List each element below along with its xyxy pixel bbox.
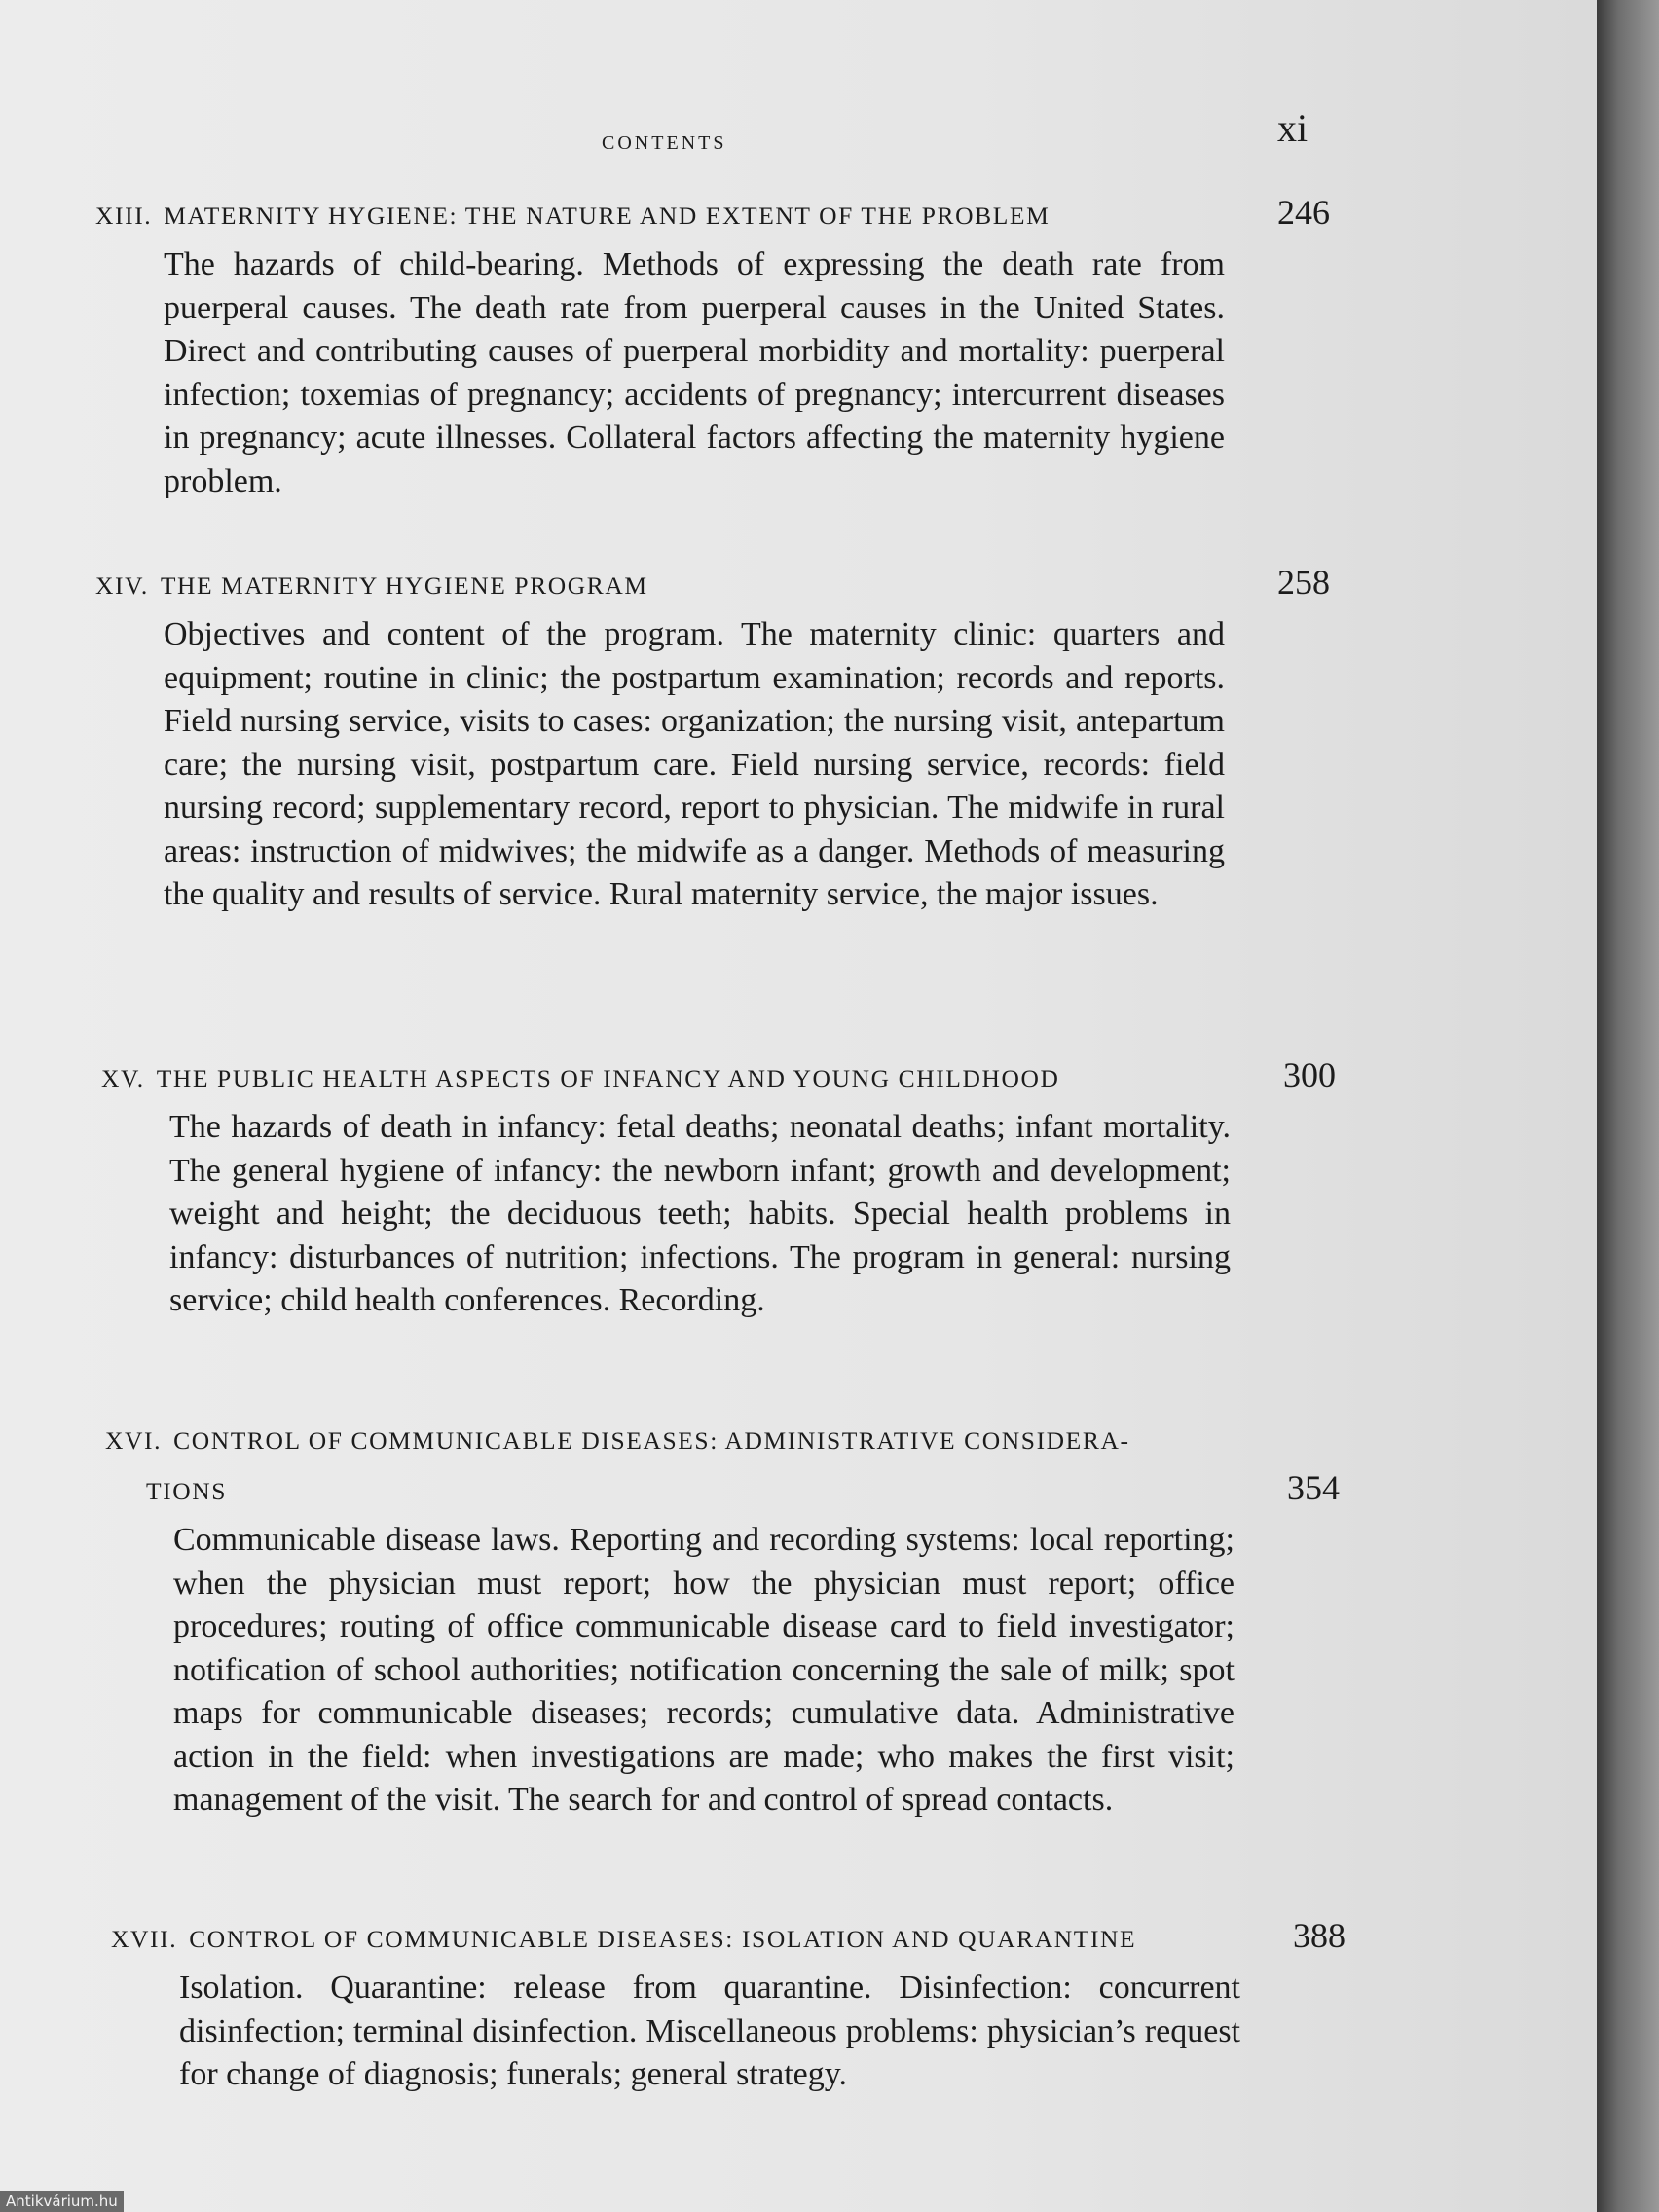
chapter-entry-13 bbox=[95, 191, 1330, 503]
page-numeral: xi bbox=[1277, 106, 1309, 150]
chapter-page-number: 300 bbox=[1283, 1055, 1336, 1094]
chapter-summary: The hazards of death in infancy: fetal deaths; neonatal deaths; infant mortality. The general hygiene of infancy: the newborn infant; growth and development; weight and height; the deciduous teeth; habits. Special health problems in infancy: disturbances of nutrition; infections. The program in general: nursing service; child health conferences. Recording. bbox=[169, 1109, 1231, 1318]
chapter-numeral: XVII. bbox=[111, 1925, 178, 1953]
chapter-heading bbox=[95, 191, 1330, 241]
chapter-numeral: XVI. bbox=[105, 1426, 163, 1455]
chapter-title: CONTROL OF COMMUNICABLE DISEASES: ADMINISTRATIVE CONSIDERA- bbox=[173, 1426, 1130, 1455]
chapter-summary: Communicable disease laws. Reporting and recording systems: local reporting; when the physician must report; how the physician must report; office procedures; routing of office communicable disease card to field investigator; notification of school authorities; notification concerning the sale of milk; spot maps for communicable diseases; records; cumulative data. Administrative action in the field: when investigations are made; who makes the first visit; management of the visit. The search for and control of spread contacts. bbox=[173, 1522, 1235, 1818]
chapter-summary: Isolation. Quarantine: release from quarantine. Disinfection: concurrent disinfection; terminal disinfection. Miscellaneous problems: physician’s request for change of diagnosis; funerals; general strategy. bbox=[179, 1970, 1240, 2092]
chapter-numeral: XV. bbox=[101, 1064, 145, 1092]
chapter-summary: The hazards of child-bearing. Methods of expressing the death rate from puerperal causes. The death rate from puerperal causes in the United States. Direct and contributing causes of puerperal morbidity and mortality: puerperal infection; toxemias of pregnancy; accidents of pregnancy; intercurrent diseases in pregnancy; acute illnesses. Collateral factors affecting the maternity hygiene problem. bbox=[164, 246, 1225, 499]
chapter-heading bbox=[105, 1416, 1340, 1517]
chapter-entry-14 bbox=[95, 561, 1330, 917]
chapter-heading bbox=[101, 1053, 1336, 1104]
chapter-numeral: XIII. bbox=[95, 202, 153, 230]
source-watermark: Antikvárium.hu bbox=[0, 2191, 124, 2212]
chapter-title: THE PUBLIC HEALTH ASPECTS OF INFANCY AND YOUNG CHILDHOOD bbox=[156, 1064, 1060, 1092]
chapter-title: MATERNITY HYGIENE: THE NATURE AND EXTENT OF THE PROBLEM bbox=[164, 202, 1051, 230]
chapter-entry-16 bbox=[105, 1416, 1340, 1823]
chapter-page-number: 388 bbox=[1293, 1916, 1346, 1955]
chapter-summary: Objectives and content of the program. The maternity clinic: quarters and equipment; routine in clinic; the postpartum examination; records and reports. Field nursing service, visits to cases: organization; the nursing visit, antepartum care; the nursing visit, postpartum care. Field nursing service, records: field nursing record; supplementary record, report to physician. The midwife in rural areas: instruction of midwives; the midwife as a danger. Methods of measuring the quality and results of service. Rural maternity service, the major issues. bbox=[164, 616, 1225, 912]
chapter-heading bbox=[111, 1914, 1346, 1965]
chapter-numeral: XIV. bbox=[95, 571, 149, 600]
chapter-page-number: 258 bbox=[1277, 563, 1330, 602]
chapter-title-continuation: TIONS bbox=[146, 1477, 228, 1505]
chapter-heading bbox=[95, 561, 1330, 611]
chapter-page-number: 354 bbox=[1287, 1468, 1340, 1507]
chapter-entry-15 bbox=[101, 1053, 1336, 1323]
book-edge-shadow bbox=[1597, 0, 1659, 2212]
chapter-entry-17 bbox=[111, 1914, 1346, 2097]
chapter-page-number: 246 bbox=[1277, 193, 1330, 232]
running-head-title: contents bbox=[602, 125, 727, 156]
chapter-title: CONTROL OF COMMUNICABLE DISEASES: ISOLATION AND QUARANTINE bbox=[189, 1925, 1137, 1953]
chapter-title: THE MATERNITY HYGIENE PROGRAM bbox=[160, 571, 648, 600]
